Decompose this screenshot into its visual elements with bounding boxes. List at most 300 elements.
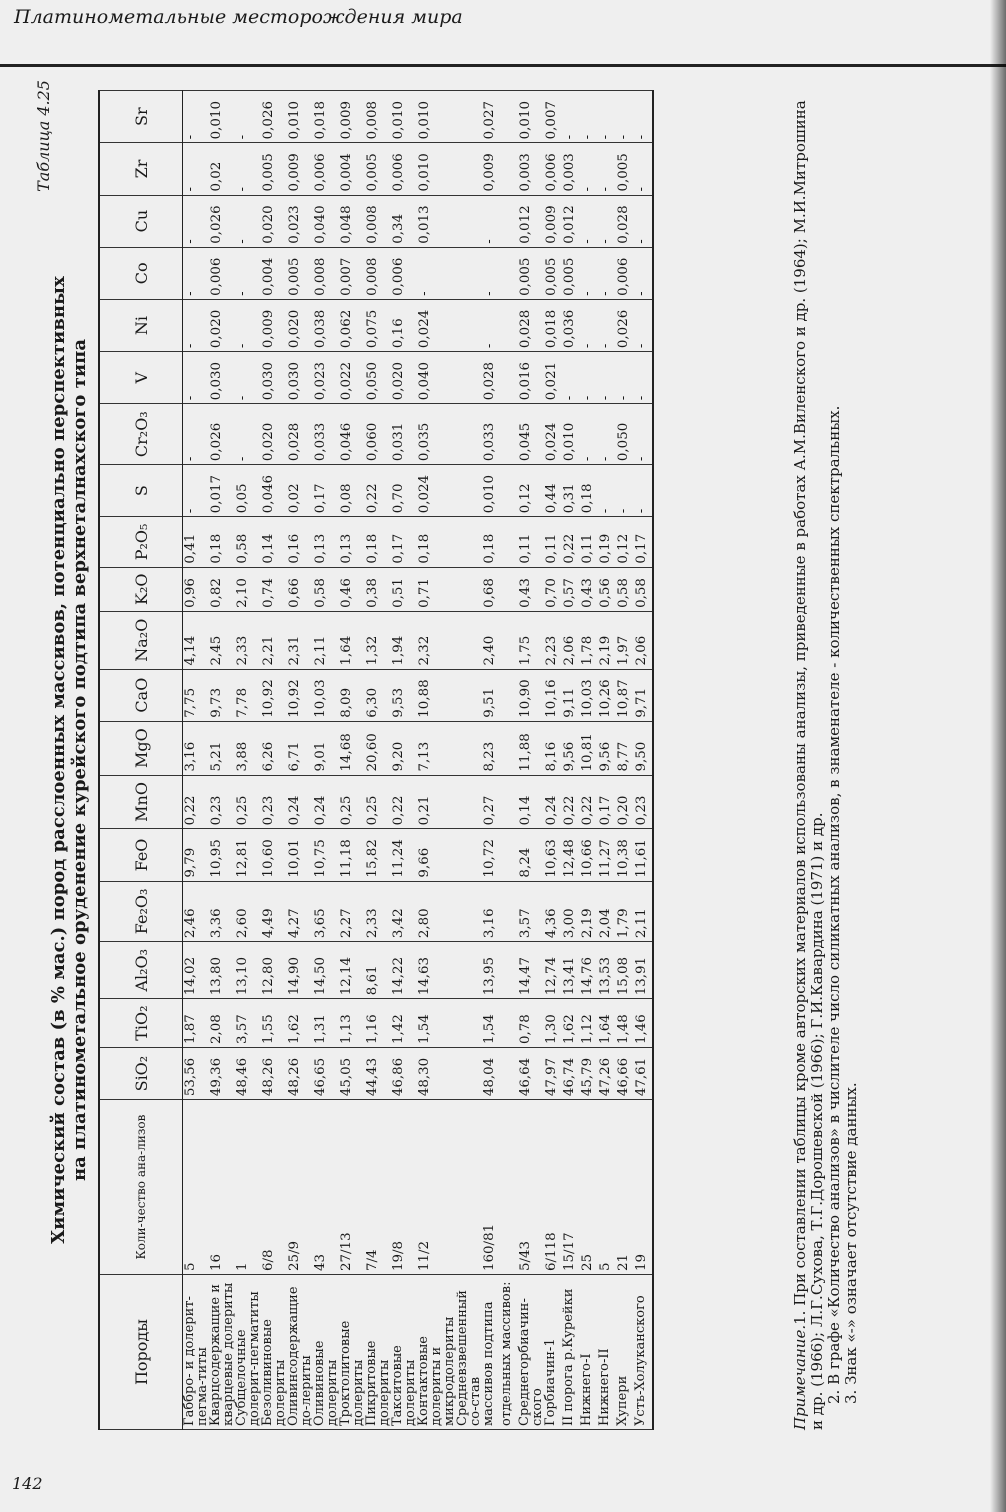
- value-cell: 0,19: [598, 517, 616, 567]
- value-cell: 13,95: [482, 942, 500, 999]
- table-row: [261, 91, 287, 1430]
- value-cell: [456, 1100, 482, 1275]
- value-cell: 27/13: [339, 1100, 365, 1275]
- value-cell: 0,008: [313, 247, 339, 299]
- value-cell: 0,045: [518, 404, 544, 465]
- value-cell: 2,60: [235, 881, 261, 942]
- value-cell: 0,023: [313, 352, 339, 404]
- value-cell: 0,017: [209, 465, 235, 517]
- value-cell: 0,23: [634, 775, 653, 829]
- value-cell: 0,040: [417, 352, 456, 404]
- value-cell: 0,016: [518, 352, 544, 404]
- value-cell: 0,010: [417, 91, 456, 143]
- value-cell: 0,005: [616, 143, 634, 195]
- value-cell: 0,18: [417, 517, 456, 567]
- value-cell: 3,36: [209, 881, 235, 942]
- value-cell: 0,17: [634, 517, 653, 567]
- table-row: [500, 91, 518, 1430]
- value-cell: [500, 567, 518, 611]
- value-cell: 4,27: [287, 881, 313, 942]
- value-cell: 10,66: [580, 829, 598, 881]
- table-title-line-2: на платинометальное оруденение курейского подтипа верхнеталнахского типа: [69, 338, 90, 1182]
- value-cell: 0,17: [313, 465, 339, 517]
- value-cell: 8,77: [616, 721, 634, 775]
- value-cell: -: [183, 352, 210, 404]
- value-cell: 0,18: [482, 517, 500, 567]
- value-cell: 0,007: [544, 91, 562, 143]
- rock-name-cell: Нижнего-I: [580, 1275, 598, 1430]
- value-cell: 48,26: [287, 1047, 313, 1099]
- value-cell: [500, 775, 518, 829]
- value-cell: 46,74: [562, 1047, 580, 1099]
- value-cell: 1,78: [580, 611, 598, 669]
- value-cell: 0,24: [544, 775, 562, 829]
- value-cell: 13,53: [598, 942, 616, 999]
- value-cell: -: [183, 195, 210, 247]
- value-cell: 0,25: [339, 775, 365, 829]
- page-edge-shadow: [990, 0, 1006, 1512]
- rock-name-cell: Хупери: [616, 1275, 634, 1430]
- value-cell: 5/43: [518, 1100, 544, 1275]
- table-row: [616, 91, 634, 1430]
- value-cell: 5: [598, 1100, 616, 1275]
- value-cell: 11,27: [598, 829, 616, 881]
- value-cell: 46,86: [391, 1047, 417, 1099]
- value-cell: 0,22: [580, 775, 598, 829]
- column-header: SiO₂: [99, 1047, 183, 1099]
- value-cell: 3,00: [562, 881, 580, 942]
- value-cell: 0,046: [261, 465, 287, 517]
- value-cell: 3,16: [183, 721, 210, 775]
- value-cell: 0,31: [562, 465, 580, 517]
- rock-name-cell: II порога р.Курейки: [562, 1275, 580, 1430]
- value-cell: -: [598, 465, 616, 517]
- value-cell: 2,80: [417, 881, 456, 942]
- value-cell: 12,81: [235, 829, 261, 881]
- value-cell: 0,18: [365, 517, 391, 567]
- value-cell: 0,010: [482, 465, 500, 517]
- value-cell: -: [562, 352, 580, 404]
- value-cell: 11,61: [634, 829, 653, 881]
- value-cell: -: [482, 247, 500, 299]
- value-cell: 0,024: [417, 465, 456, 517]
- value-cell: 1,46: [634, 999, 653, 1048]
- value-cell: 10,26: [598, 669, 616, 721]
- value-cell: 2,19: [580, 881, 598, 942]
- value-cell: 47,97: [544, 1047, 562, 1099]
- value-cell: 0,033: [482, 404, 500, 465]
- value-cell: -: [580, 195, 598, 247]
- value-cell: 0,51: [391, 567, 417, 611]
- value-cell: 0,050: [616, 404, 634, 465]
- value-cell: 1,64: [339, 611, 365, 669]
- value-cell: 46,64: [518, 1047, 544, 1099]
- value-cell: [456, 1047, 482, 1099]
- value-cell: 0,22: [365, 465, 391, 517]
- value-cell: -: [616, 91, 634, 143]
- value-cell: [500, 299, 518, 351]
- rock-name-cell: Контактовые долериты и микродолериты: [417, 1275, 456, 1430]
- value-cell: 2,06: [634, 611, 653, 669]
- value-cell: 1,42: [391, 999, 417, 1048]
- value-cell: 0,23: [209, 775, 235, 829]
- value-cell: 0,16: [287, 517, 313, 567]
- value-cell: 46,65: [313, 1047, 339, 1099]
- value-cell: [456, 829, 482, 881]
- value-cell: 0,024: [544, 404, 562, 465]
- value-cell: 0,003: [562, 143, 580, 195]
- value-cell: 0,040: [313, 195, 339, 247]
- value-cell: 1,97: [616, 611, 634, 669]
- value-cell: 0,58: [616, 567, 634, 611]
- value-cell: -: [183, 247, 210, 299]
- value-cell: 0,005: [365, 143, 391, 195]
- value-cell: 0,12: [616, 517, 634, 567]
- value-cell: [500, 247, 518, 299]
- note-label: Примечание.: [791, 1324, 809, 1430]
- value-cell: [500, 404, 518, 465]
- value-cell: 11,24: [391, 829, 417, 881]
- value-cell: 0,43: [580, 567, 598, 611]
- value-cell: 0,13: [313, 517, 339, 567]
- value-cell: 1,79: [616, 881, 634, 942]
- value-cell: -: [417, 247, 456, 299]
- value-cell: 0,009: [287, 143, 313, 195]
- value-cell: 5,21: [209, 721, 235, 775]
- column-header: FeO: [99, 829, 183, 881]
- value-cell: 2,08: [209, 999, 235, 1048]
- value-cell: 0,012: [518, 195, 544, 247]
- value-cell: 3,65: [313, 881, 339, 942]
- value-cell: 10,38: [616, 829, 634, 881]
- value-cell: 2,40: [482, 611, 500, 669]
- value-cell: 0,27: [482, 775, 500, 829]
- value-cell: 0,024: [417, 299, 456, 351]
- value-cell: -: [235, 247, 261, 299]
- value-cell: 2,46: [183, 881, 210, 942]
- value-cell: 0,009: [261, 299, 287, 351]
- table-row: [339, 91, 365, 1430]
- value-cell: 47,26: [598, 1047, 616, 1099]
- value-cell: 10,92: [287, 669, 313, 721]
- value-cell: 53,56: [183, 1047, 210, 1099]
- value-cell: 10,75: [313, 829, 339, 881]
- value-cell: 0,035: [417, 404, 456, 465]
- value-cell: 1,31: [313, 999, 339, 1048]
- value-cell: 0,026: [616, 299, 634, 351]
- value-cell: 0,006: [616, 247, 634, 299]
- value-cell: 8,61: [365, 942, 391, 999]
- value-cell: -: [598, 143, 616, 195]
- value-cell: 15/17: [562, 1100, 580, 1275]
- table-title-line-1: Химический состав (в % мас.) пород расслоенных массивов, потенциально перспективных: [48, 276, 69, 1244]
- value-cell: 11,18: [339, 829, 365, 881]
- value-cell: 0,11: [580, 517, 598, 567]
- rock-name-cell: массивов подтипа: [482, 1275, 500, 1430]
- value-cell: [456, 91, 482, 143]
- value-cell: 11,88: [518, 721, 544, 775]
- value-cell: 0,004: [339, 143, 365, 195]
- value-cell: 0,010: [209, 91, 235, 143]
- value-cell: 9,73: [209, 669, 235, 721]
- value-cell: [500, 942, 518, 999]
- value-cell: -: [183, 143, 210, 195]
- value-cell: -: [598, 91, 616, 143]
- value-cell: 9,53: [391, 669, 417, 721]
- value-cell: 0,009: [482, 143, 500, 195]
- value-cell: 0,020: [261, 404, 287, 465]
- value-cell: [456, 299, 482, 351]
- value-cell: 6/8: [261, 1100, 287, 1275]
- rock-name-cell: Горбиачин-1: [544, 1275, 562, 1430]
- value-cell: 0,44: [544, 465, 562, 517]
- value-cell: 6/118: [544, 1100, 562, 1275]
- value-cell: 0,027: [482, 91, 500, 143]
- value-cell: 0,075: [365, 299, 391, 351]
- value-cell: 0,008: [365, 195, 391, 247]
- value-cell: -: [580, 404, 598, 465]
- value-cell: 0,25: [235, 775, 261, 829]
- value-cell: 2,27: [339, 881, 365, 942]
- value-cell: 10,81: [580, 721, 598, 775]
- table-title: [48, 130, 90, 1390]
- value-cell: 0,010: [391, 91, 417, 143]
- value-cell: -: [235, 404, 261, 465]
- column-header: V: [99, 352, 183, 404]
- value-cell: 1,54: [482, 999, 500, 1048]
- value-cell: 10,72: [482, 829, 500, 881]
- value-cell: 0,58: [313, 567, 339, 611]
- value-cell: [500, 669, 518, 721]
- value-cell: 0,009: [339, 91, 365, 143]
- value-cell: [500, 1047, 518, 1099]
- value-cell: 0,58: [634, 567, 653, 611]
- value-cell: 10,60: [261, 829, 287, 881]
- value-cell: 0,010: [518, 91, 544, 143]
- value-cell: 14,22: [391, 942, 417, 999]
- value-cell: 48,30: [417, 1047, 456, 1099]
- value-cell: 9,11: [562, 669, 580, 721]
- value-cell: 3,16: [482, 881, 500, 942]
- value-cell: [456, 352, 482, 404]
- value-cell: -: [634, 352, 653, 404]
- value-cell: 2,06: [562, 611, 580, 669]
- rock-name-cell: Безоливиновые долериты: [261, 1275, 287, 1430]
- value-cell: 0,021: [544, 352, 562, 404]
- value-cell: 0,013: [417, 195, 456, 247]
- value-cell: 0,004: [261, 247, 287, 299]
- value-cell: 0,24: [313, 775, 339, 829]
- value-cell: 1,75: [518, 611, 544, 669]
- column-header: Sr: [99, 91, 183, 143]
- value-cell: 8,09: [339, 669, 365, 721]
- value-cell: 8,16: [544, 721, 562, 775]
- value-cell: 1: [235, 1100, 261, 1275]
- column-header: CaO: [99, 669, 183, 721]
- note-2: 2. В графе «Количество анализов» в числителе число силикатных анализов, в знаменателе - количественных спектральных.: [825, 405, 843, 1404]
- value-cell: 0,006: [544, 143, 562, 195]
- value-cell: 0,028: [287, 404, 313, 465]
- value-cell: 0,022: [339, 352, 365, 404]
- value-cell: 0,21: [417, 775, 456, 829]
- value-cell: [500, 91, 518, 143]
- value-cell: 0,96: [183, 567, 210, 611]
- value-cell: -: [598, 247, 616, 299]
- value-cell: 0,20: [616, 775, 634, 829]
- column-header: MgO: [99, 721, 183, 775]
- value-cell: 9,01: [313, 721, 339, 775]
- column-header: Co: [99, 247, 183, 299]
- value-cell: 10,16: [544, 669, 562, 721]
- value-cell: 0,14: [261, 517, 287, 567]
- value-cell: -: [580, 91, 598, 143]
- value-cell: 7,78: [235, 669, 261, 721]
- value-cell: 0,05: [235, 465, 261, 517]
- rock-name-cell: Кварцсодержащие и кварцевые долериты: [209, 1275, 235, 1430]
- value-cell: 5: [183, 1100, 210, 1275]
- value-cell: 2,04: [598, 881, 616, 942]
- value-cell: [456, 465, 482, 517]
- value-cell: 2,11: [634, 881, 653, 942]
- value-cell: 12,80: [261, 942, 287, 999]
- value-cell: [500, 352, 518, 404]
- value-cell: [500, 1100, 518, 1275]
- value-cell: [500, 611, 518, 669]
- value-cell: 0,020: [209, 299, 235, 351]
- value-cell: 49,36: [209, 1047, 235, 1099]
- value-cell: 19/8: [391, 1100, 417, 1275]
- value-cell: 0,005: [261, 143, 287, 195]
- value-cell: 0,70: [391, 465, 417, 517]
- value-cell: [500, 881, 518, 942]
- value-cell: 14,63: [417, 942, 456, 999]
- value-cell: 0,048: [339, 195, 365, 247]
- value-cell: 12,14: [339, 942, 365, 999]
- value-cell: 0,22: [562, 775, 580, 829]
- value-cell: 9,51: [482, 669, 500, 721]
- note-3: 3. Знак «-» означает отсутствие данных.: [842, 1082, 860, 1404]
- table-row: [562, 91, 580, 1430]
- value-cell: 0,031: [391, 404, 417, 465]
- value-cell: -: [183, 91, 210, 143]
- value-cell: 0,010: [287, 91, 313, 143]
- value-cell: 0,14: [518, 775, 544, 829]
- value-cell: 0,009: [544, 195, 562, 247]
- value-cell: 46,66: [616, 1047, 634, 1099]
- value-cell: 15,82: [365, 829, 391, 881]
- value-cell: 0,08: [339, 465, 365, 517]
- value-cell: [500, 999, 518, 1048]
- value-cell: [500, 721, 518, 775]
- value-cell: -: [634, 91, 653, 143]
- value-cell: 2,33: [235, 611, 261, 669]
- value-cell: 0,028: [482, 352, 500, 404]
- value-cell: 3,42: [391, 881, 417, 942]
- value-cell: 10,63: [544, 829, 562, 881]
- value-cell: 0,012: [562, 195, 580, 247]
- column-header: Al₂O₃: [99, 942, 183, 999]
- value-cell: 14,68: [339, 721, 365, 775]
- value-cell: 15,08: [616, 942, 634, 999]
- value-cell: 8,23: [482, 721, 500, 775]
- table-row: [183, 91, 210, 1430]
- table-row: [482, 91, 500, 1430]
- value-cell: [456, 195, 482, 247]
- value-cell: 1,16: [365, 999, 391, 1048]
- value-cell: 0,16: [391, 299, 417, 351]
- value-cell: [456, 611, 482, 669]
- value-cell: 0,026: [261, 91, 287, 143]
- value-cell: 160/81: [482, 1100, 500, 1275]
- value-cell: 14,76: [580, 942, 598, 999]
- table-row: [456, 91, 482, 1430]
- value-cell: 44,43: [365, 1047, 391, 1099]
- value-cell: 0,02: [287, 465, 313, 517]
- value-cell: 0,007: [339, 247, 365, 299]
- value-cell: 1,12: [580, 999, 598, 1048]
- value-cell: 45,05: [339, 1047, 365, 1099]
- value-cell: 48,26: [261, 1047, 287, 1099]
- column-header: Cu: [99, 195, 183, 247]
- value-cell: 7/4: [365, 1100, 391, 1275]
- rock-name-cell: Пикритовые долериты: [365, 1275, 391, 1430]
- value-cell: 12,74: [544, 942, 562, 999]
- value-cell: 13,91: [634, 942, 653, 999]
- value-cell: 0,74: [261, 567, 287, 611]
- column-header: Fe₂O₃: [99, 881, 183, 942]
- value-cell: 0,023: [287, 195, 313, 247]
- value-cell: 0,008: [365, 91, 391, 143]
- value-cell: 13,80: [209, 942, 235, 999]
- value-cell: 0,82: [209, 567, 235, 611]
- column-header: TiO₂: [99, 999, 183, 1048]
- value-cell: 9,20: [391, 721, 417, 775]
- page-number: 142: [12, 1474, 43, 1493]
- value-cell: 0,038: [313, 299, 339, 351]
- note-1: [792, 90, 826, 1430]
- value-cell: 0,02: [209, 143, 235, 195]
- value-cell: 6,71: [287, 721, 313, 775]
- value-cell: [500, 465, 518, 517]
- value-cell: 12,48: [562, 829, 580, 881]
- value-cell: 0,68: [482, 567, 500, 611]
- value-cell: 13,10: [235, 942, 261, 999]
- value-cell: -: [634, 195, 653, 247]
- value-cell: -: [634, 299, 653, 351]
- value-cell: 2,45: [209, 611, 235, 669]
- value-cell: -: [616, 352, 634, 404]
- table-header-row: [99, 91, 183, 1430]
- value-cell: 0,006: [391, 143, 417, 195]
- value-cell: -: [482, 195, 500, 247]
- rock-name-cell: отдельных массивов:: [500, 1275, 518, 1430]
- value-cell: 14,50: [313, 942, 339, 999]
- value-cell: 3,88: [235, 721, 261, 775]
- value-cell: 6,26: [261, 721, 287, 775]
- value-cell: 0,018: [544, 299, 562, 351]
- column-header: S: [99, 465, 183, 517]
- column-header: P₂O₅: [99, 517, 183, 567]
- value-cell: 1,30: [544, 999, 562, 1048]
- value-cell: 48,46: [235, 1047, 261, 1099]
- value-cell: 2,21: [261, 611, 287, 669]
- value-cell: -: [235, 143, 261, 195]
- column-header: Коли-чество ана-лизов: [99, 1100, 183, 1275]
- value-cell: 0,028: [518, 299, 544, 351]
- value-cell: 10,92: [261, 669, 287, 721]
- value-cell: 0,41: [183, 517, 210, 567]
- value-cell: -: [634, 404, 653, 465]
